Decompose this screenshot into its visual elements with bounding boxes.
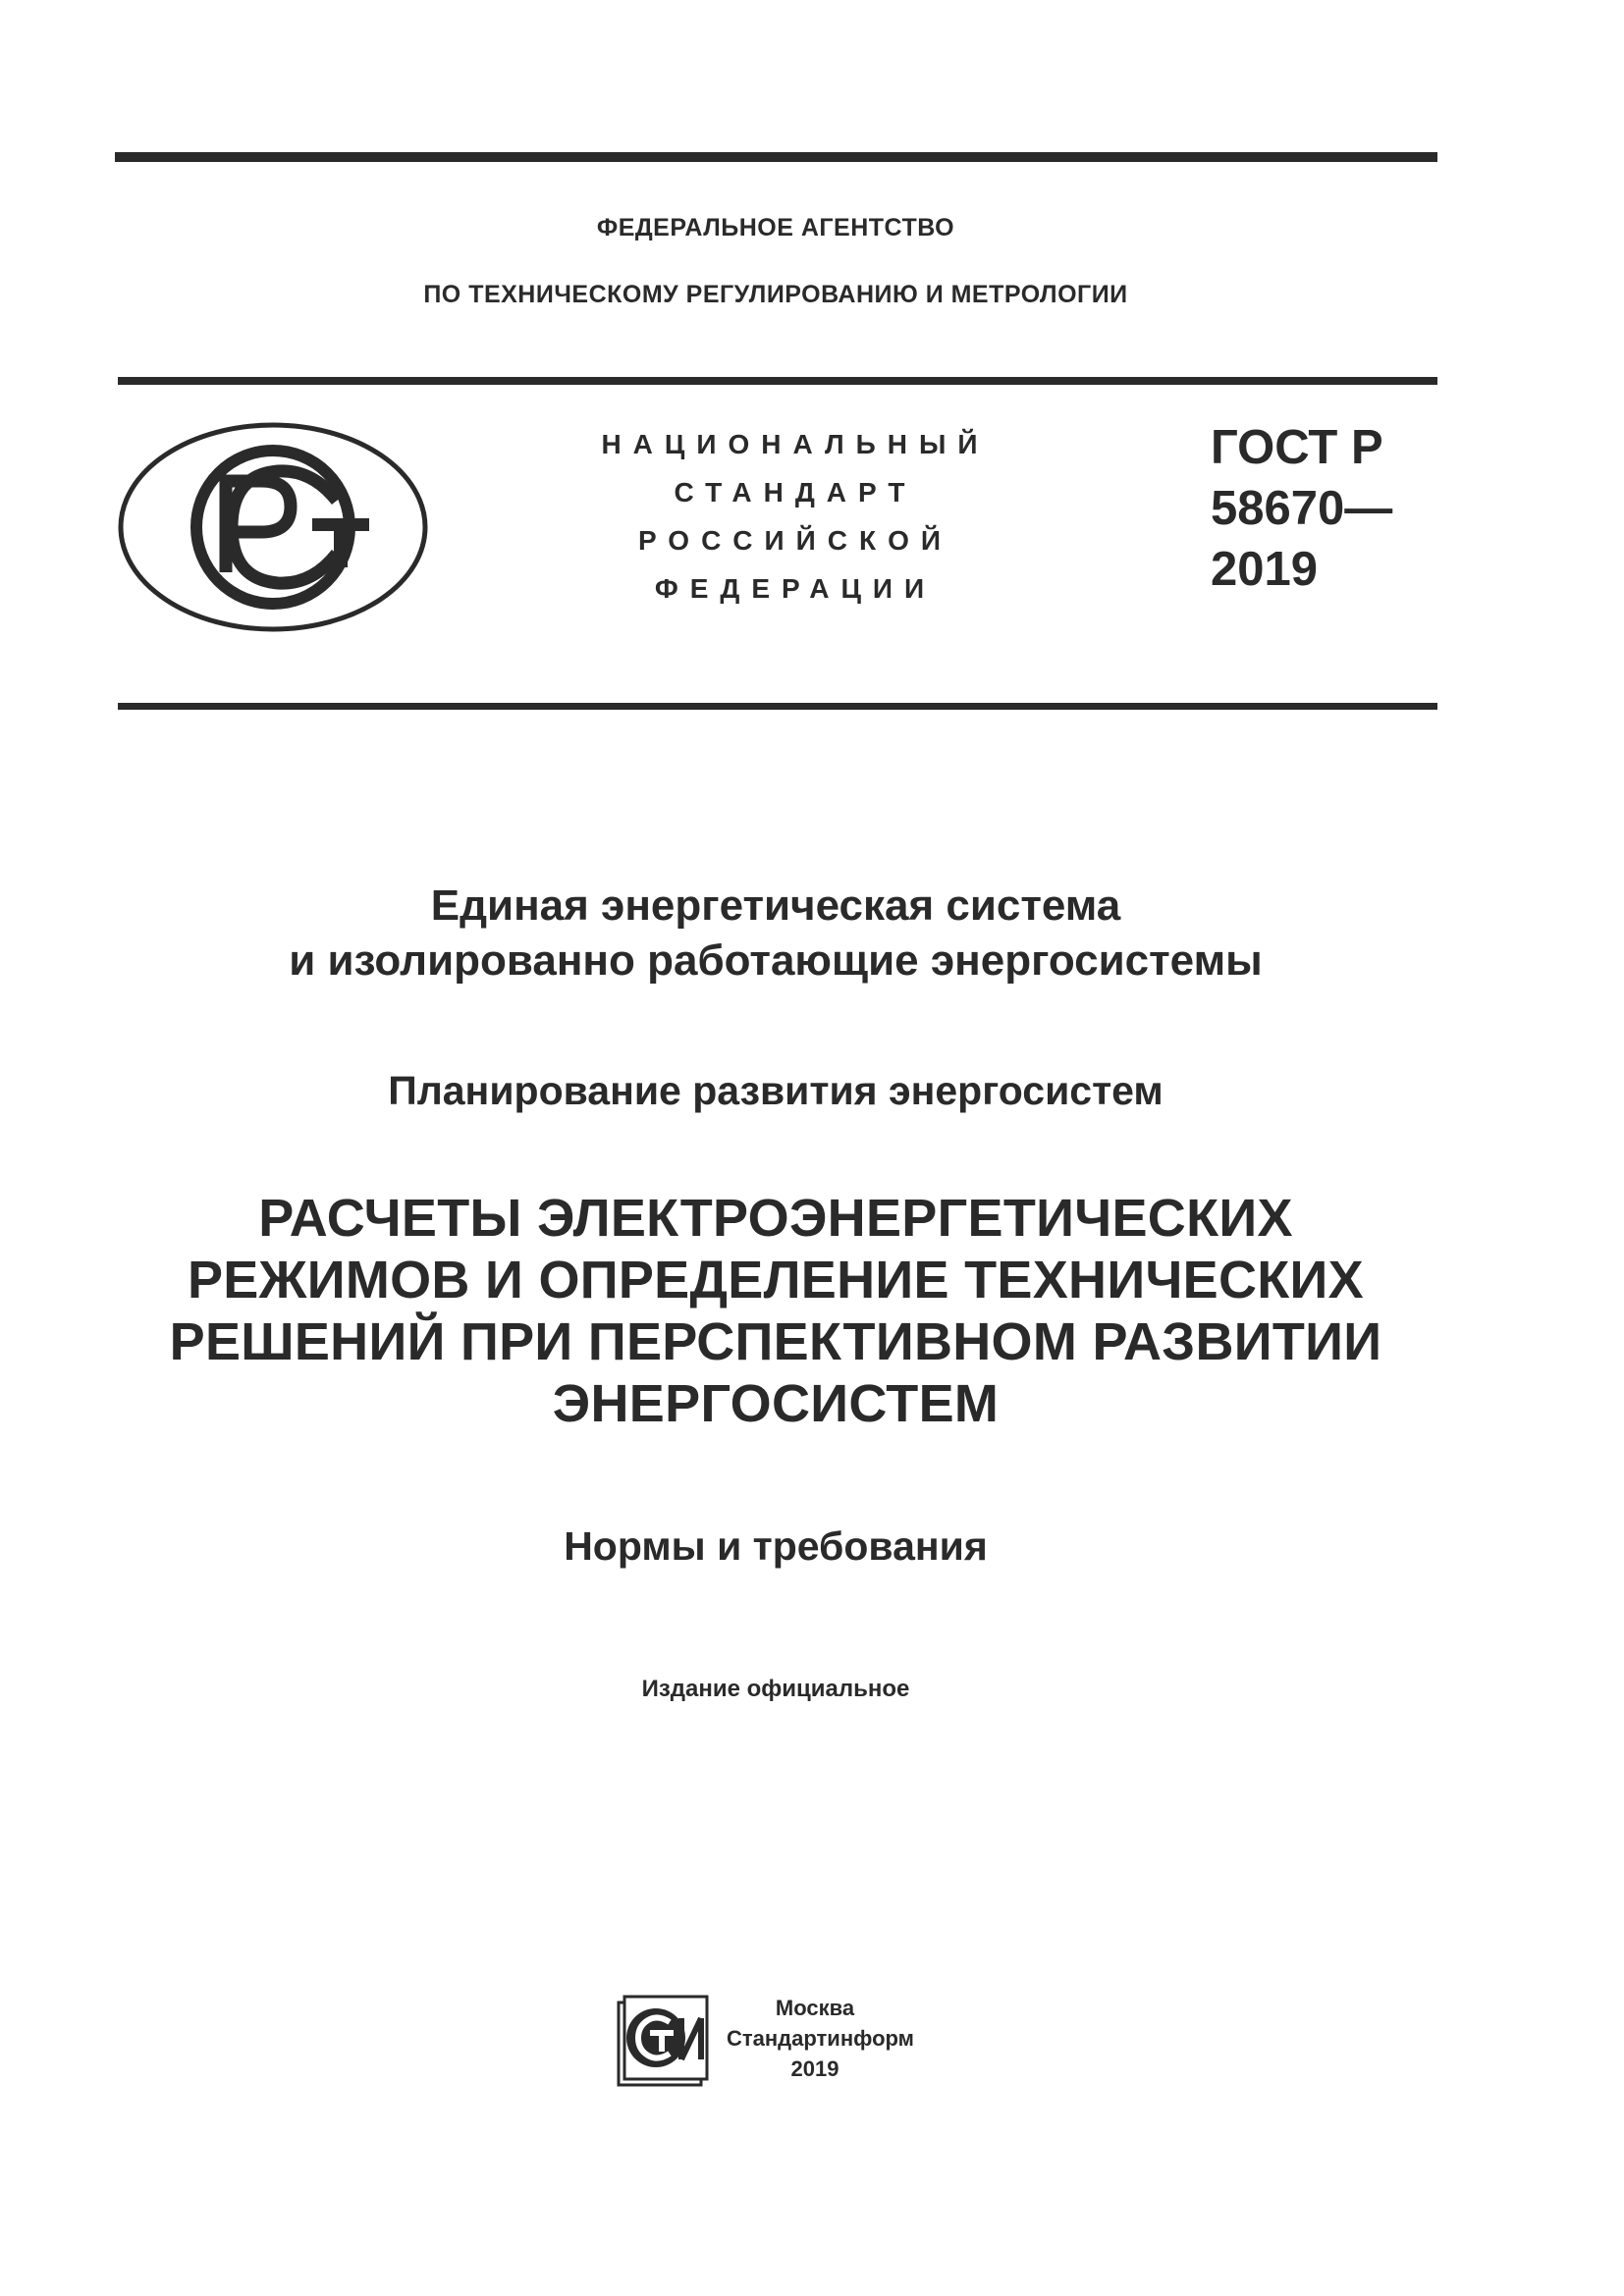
subtitle: Планирование развития энергосистем: [388, 1068, 1164, 1113]
main-title-line: ЭНЕРГОСИСТЕМ: [552, 1374, 1000, 1433]
main-title-line: РЕЖИМОВ И ОПРЕДЕЛЕНИЕ ТЕХНИЧЕСКИХ: [187, 1251, 1364, 1309]
main-title-line: РАСЧЕТЫ ЭЛЕКТРОЭНЕРГЕТИЧЕСКИХ: [258, 1189, 1293, 1248]
publisher-city: Москва: [775, 1996, 855, 2020]
national-standard-line: РОССИЙСКОЙ: [638, 525, 952, 556]
middle-rule: [118, 377, 1437, 385]
gost-designation: [1211, 417, 1392, 600]
publisher-block: [727, 1993, 914, 2084]
norms-label: Нормы и требования: [564, 1523, 988, 1569]
series-title-line: Единая энергетическая система: [430, 881, 1121, 930]
national-standard-label: [550, 420, 1041, 613]
top-rule: [115, 152, 1437, 162]
rst-emblem-icon: [116, 420, 430, 634]
main-title: [0, 1188, 1551, 1435]
national-standard-line: НАЦИОНАЛЬНЫЙ: [601, 429, 990, 459]
edition-label: Издание официальное: [641, 1676, 910, 1702]
series-title: [0, 879, 1551, 988]
gost-line: ГОСТ Р: [1211, 421, 1383, 474]
main-title-line: РЕШЕНИЙ ПРИ ПЕРСПЕКТИВНОМ РАЗВИТИИ: [169, 1312, 1382, 1371]
agency-name-line1: ФЕДЕРАЛЬНОЕ АГЕНТСТВО: [596, 214, 955, 241]
publisher-name: Стандартинформ: [727, 2026, 914, 2051]
series-title-line: и изолированно работающие энергосистемы: [289, 936, 1263, 985]
national-standard-line: ФЕДЕРАЦИИ: [654, 573, 937, 604]
gost-line: 58670—: [1211, 482, 1393, 535]
standartinform-logo-icon: [617, 1993, 711, 2087]
bottom-rule: [118, 703, 1437, 710]
gost-line: 2019: [1211, 543, 1319, 596]
national-standard-line: СТАНДАРТ: [674, 477, 917, 507]
publisher-year: 2019: [790, 2056, 839, 2081]
agency-name-line2: ПО ТЕХНИЧЕСКОМУ РЕГУЛИРОВАНИЮ И МЕТРОЛОГИИ: [423, 281, 1128, 308]
